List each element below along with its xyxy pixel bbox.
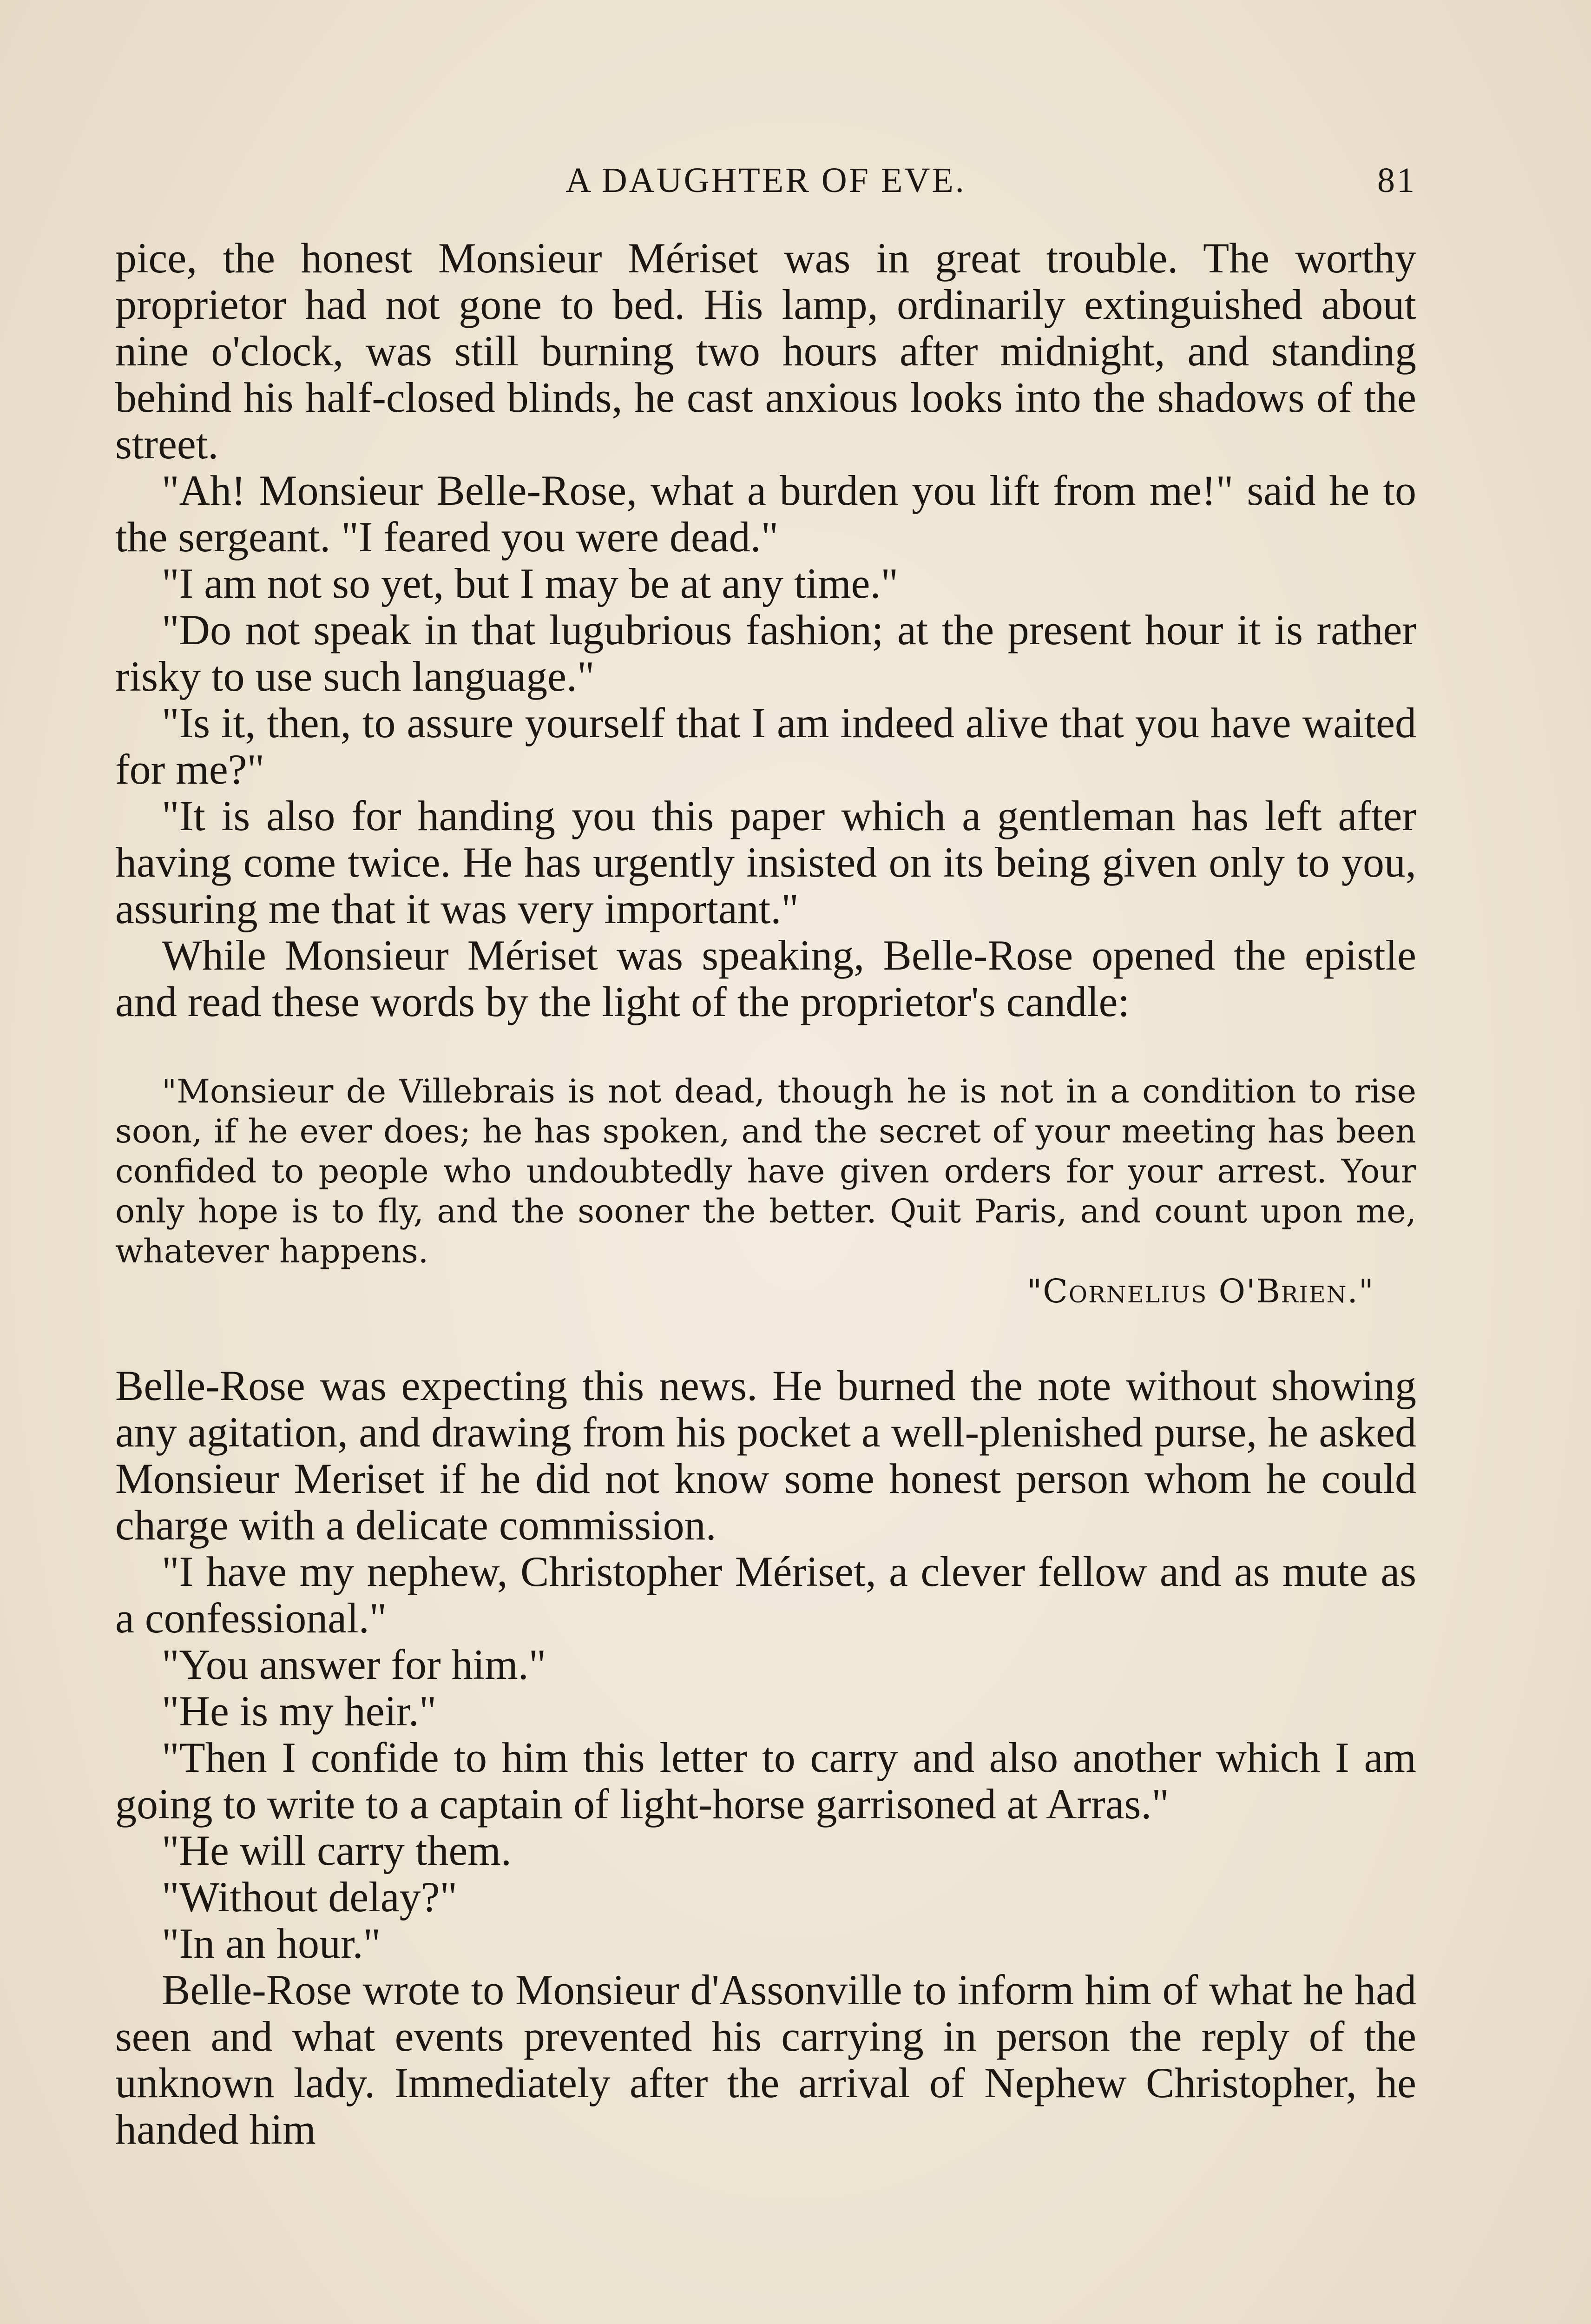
paragraph-12: "Then I confide to him this letter to carry and also another which I am going to write to a captain of light-horse garrisoned at Arras." [115,1734,1416,1828]
paragraph-10: "You answer for him." [162,1641,546,1688]
paragraph-9: "I have my nephew, Christopher Mériset, a clever fellow and as mute as a confessional." [115,1548,1416,1642]
paragraph-6: "It is also for handing you this paper which a gentleman has left after having come twice. He has urgently insisted on its being given only to you, assuring me that it was very important." [115,792,1416,932]
paragraph-14: "Without delay?" [162,1873,458,1921]
letter-text: "Monsieur de Villebrais is not dead, though he is not in a condition to rise soon, if he ever does; he has spoken, and the secret of your meeting has been confided to people who undoubtedly have given orders for your arrest. Your only hope is to fly, and the sooner the better. Quit Paris, and count upon me, whatever happens. [115,1072,1416,1270]
paragraph-13: "He will carry them. [162,1827,512,1874]
paragraph-15: "In an hour." [162,1920,381,1967]
paragraph-16: Belle-Rose wrote to Monsieur d'Assonville to inform him of what he had seen and what events prevented his carrying in person the reply of the unknown lady. Immediately after the arrival of Nephew Christopher, he handed him [115,1966,1416,2153]
quoted-letter [115,1071,1416,1311]
paragraph-2: "Ah! Monsieur Belle-Rose, what a burden you lift from me!" said he to the sergeant. "I feared you were dead." [115,467,1416,561]
paragraph-7: While Monsieur Mériset was speaking, Belle-Rose opened the epistle and read these words by the light of the proprietor's candle: [115,931,1416,1025]
paragraph-8: Belle-Rose was expecting this news. He burned the note without showing any agitation, and drawing from his pocket a well-plenished purse, he asked Monsieur Meriset if he did not know some honest person whom he could charge with a delicate commission. [115,1362,1416,1549]
paragraph-3: "I am not so yet, but I may be at any time." [162,560,899,607]
letter-signature: "Cornelius O'Brien." [1027,1272,1374,1310]
running-title: A DAUGHTER OF EVE. [565,161,966,200]
page-number: 81 [1377,161,1416,200]
paragraph-5: "Is it, then, to assure yourself that I am indeed alive that you have waited for me?" [115,699,1416,793]
paragraph-11: "He is my heir." [162,1687,437,1735]
paragraph-1: pice, the honest Monsieur Mériset was in great trouble. The worthy proprietor had not gone to bed. His lamp, ordinarily extinguished about nine o'clock, was still burning two hours after midnight, and standing behind his half-closed blinds, he cast anxious looks into the shadows of the street. [115,234,1416,468]
body-text [115,235,1416,2152]
paragraph-4: "Do not speak in that lugubrious fashion; at the present hour it is rather risky to use such language." [115,606,1416,700]
running-head [115,160,1416,207]
